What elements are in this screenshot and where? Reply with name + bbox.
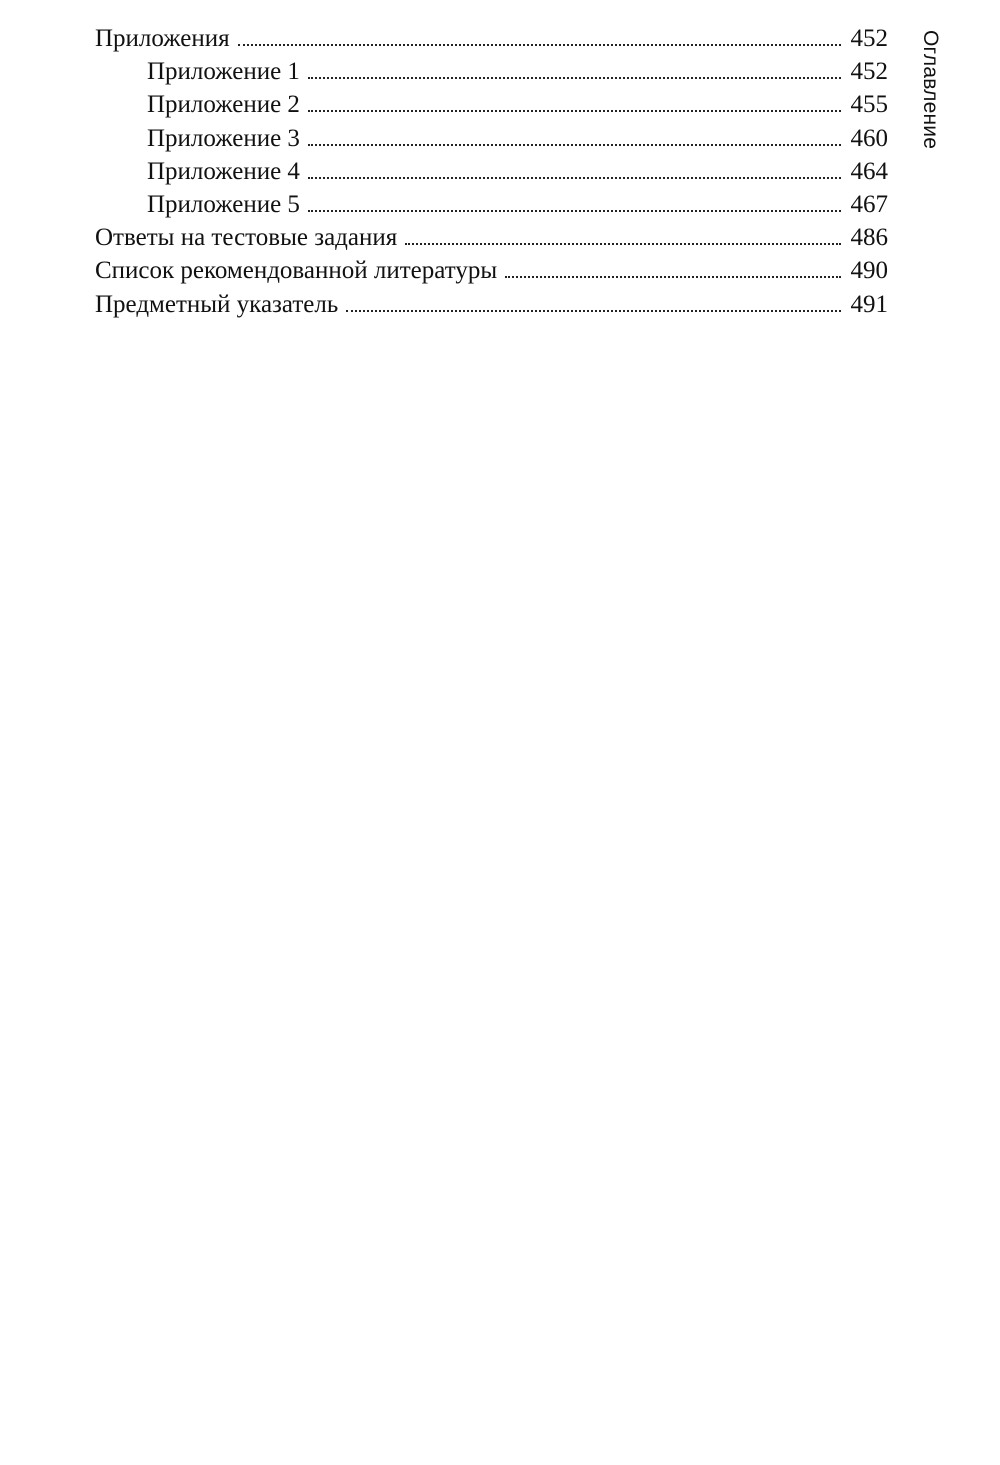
toc-entry-title: Приложения bbox=[95, 25, 230, 52]
toc-entry-page: 460 bbox=[850, 124, 888, 152]
toc-entry-page: 467 bbox=[850, 190, 888, 218]
toc-entry-title: Ответы на тестовые задания bbox=[95, 224, 398, 252]
toc-entry-page: 491 bbox=[850, 290, 888, 318]
running-head: Оглавление bbox=[919, 30, 942, 150]
toc-entry-page: 452 bbox=[850, 25, 888, 52]
toc-entry-appendix-4[interactable] bbox=[95, 155, 888, 188]
toc-entry-appendix-1[interactable] bbox=[95, 55, 888, 88]
toc-entry-page: 452 bbox=[850, 58, 888, 86]
toc-dot-leader bbox=[308, 210, 841, 212]
toc-entry-title: Приложение 2 bbox=[147, 91, 300, 119]
table-of-contents bbox=[95, 22, 888, 321]
toc-dot-leader bbox=[308, 77, 841, 79]
toc-entry-test-answers[interactable] bbox=[95, 221, 888, 254]
toc-dot-leader bbox=[505, 276, 840, 278]
toc-entry-page: 455 bbox=[850, 91, 888, 119]
toc-dot-leader bbox=[308, 110, 841, 112]
toc-dot-leader bbox=[238, 44, 841, 46]
toc-entry-title: Предметный указатель bbox=[95, 290, 339, 318]
toc-entry-appendices[interactable] bbox=[95, 22, 888, 55]
toc-entry-recommended-literature[interactable] bbox=[95, 254, 888, 287]
toc-dot-leader bbox=[308, 177, 841, 179]
toc-dot-leader bbox=[405, 243, 840, 245]
toc-entry-title: Список рекомендованной литературы bbox=[95, 257, 498, 285]
toc-entry-page: 464 bbox=[850, 157, 888, 185]
toc-entry-appendix-2[interactable] bbox=[95, 88, 888, 121]
toc-dot-leader bbox=[346, 310, 840, 312]
toc-entry-title: Приложение 4 bbox=[147, 157, 300, 185]
toc-entry-subject-index[interactable] bbox=[95, 288, 888, 321]
toc-entry-page: 490 bbox=[850, 257, 888, 285]
toc-dot-leader bbox=[308, 144, 841, 146]
toc-entry-title: Приложение 5 bbox=[147, 190, 300, 218]
toc-entry-title: Приложение 1 bbox=[147, 58, 300, 86]
toc-entry-title: Приложение 3 bbox=[147, 124, 300, 152]
toc-entry-page: 486 bbox=[850, 224, 888, 252]
toc-entry-appendix-5[interactable] bbox=[95, 188, 888, 221]
toc-entry-appendix-3[interactable] bbox=[95, 122, 888, 155]
